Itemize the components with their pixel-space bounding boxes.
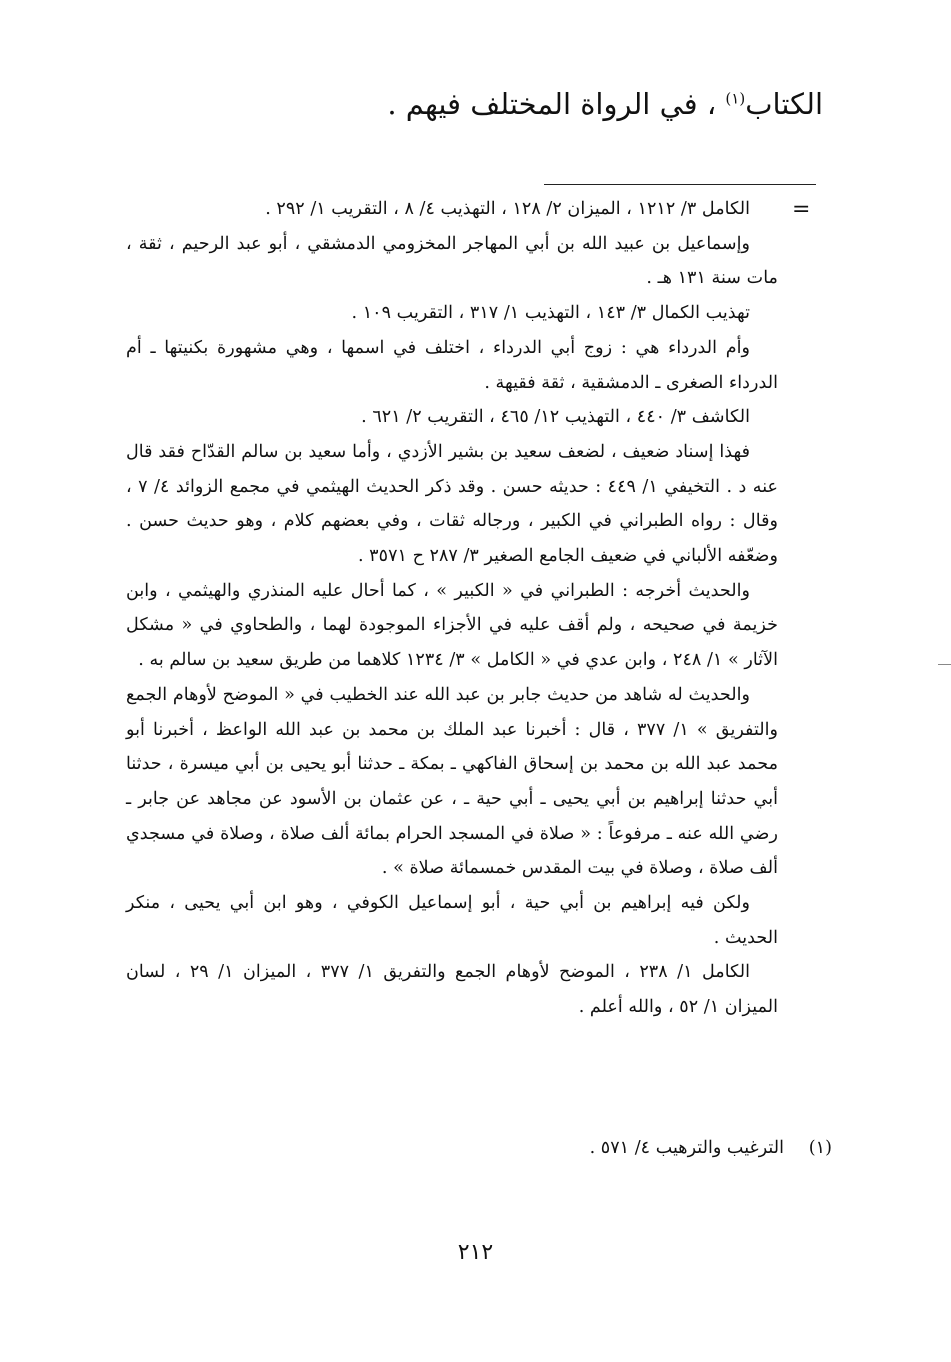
- footnote-1: [520, 1133, 832, 1163]
- page-number: ٢١٢: [457, 1240, 494, 1265]
- note-paragraph-1: الكامل ٣/ ١٢١٢ ، الميزان ٢/ ١٢٨ ، التهذيب ٤/ ٨ ، التقريب ١/ ٢٩٢ .: [265, 199, 750, 219]
- note-paragraph-10: الكامل ١/ ٢٣٨ ، الموضح لأوهام الجمع والتفريق ١/ ٣٧٧ ، الميزان ١/ ٢٩ ، لسان الميزان ١/ ٥٢ ، والله أعلم .: [126, 962, 778, 1018]
- heading-footnote-ref[interactable]: (١): [725, 89, 746, 108]
- note-paragraph-8: والحديث له شاهد من حديث جابر بن عبد الله عند الخطيب في « الموضح لأوهام الجمع والتفريق » ١/ ٣٧٧ ، قال : أخبرنا عبد الملك بن محمد بن عبد الله الواعظ ، أخبرنا أبو محمد عبد الله بن محمد بن إسحاق الفاكهي ـ بمكة ـ حدثنا أبو يحيى بن أبي ميسرة ، حدثنا أبي حدثنا إبراهيم بن أبي يحيى ـ أبي حية ـ ، عن عثمان بن الأسود عن مجاهد عن جابر ـ رضي الله عنه ـ مرفوعاً : « صلاة في المسجد الحرام بمائة ألف صلاة ، وصلاة في مسجدي ألف صلاة ، وصلاة في بيت المقدس خمسمائة صلاة » .: [126, 684, 779, 879]
- note-paragraph-7: والحديث أخرجه : الطبراني في « الكبير » ، كما أحال عليه المنذري والهيثمي ، وابن خزيمة في صحيحه ، ولم أقف عليه في الأجزاء الموجودة لهما ، والطحاوي في « مشكل الآثار » ١/ ٢٤٨ ، وابن عدي في « الكامل » ٣/ ١٢٣٤ كلاهما من طريق سعيد بن سالم به .: [126, 580, 778, 671]
- heading-text-before: الكتاب: [745, 87, 823, 121]
- margin-tick-mark: [938, 664, 951, 665]
- note-paragraph-4: وأم الدرداء هي : زوج أبي الدرداء ، اختلف في اسمها ، وهي مشهورة بكنيتها ـ أم الدرداء الصغرى ـ الدمشقية ، ثقة فقيهة .: [126, 337, 778, 393]
- note-paragraph-6: فهذا إسناد ضعيف ، لضعف سعيد بن بشير الأزدي ، وأما سعيد بن سالم القدّاح فقد قال عنه د . التخيفي ١/ ٤٤٩ : حديثه حسن . وقد ذكر الحديث الهيثمي في مجمع الزوائد ٤/ ٧ ، وقال : رواه الطبراني في الكبير ، ورجاله ثقات ، وفي بعضهم كلام ، وهو حديث حسن . وضعّفه الألباني في ضعيف الجامع الصغير ٣/ ٢٨٧ ح ٣٥٧١ .: [126, 441, 779, 567]
- footnote-separator-rule: [544, 184, 816, 185]
- footnote-number: (١): [808, 1138, 832, 1158]
- heading-line: [223, 82, 823, 126]
- footnote-text: الترغيب والترهيب ٤/ ٥٧١ .: [589, 1138, 784, 1158]
- note-paragraph-5: الكاشف ٣/ ٤٤٠ ، التهذيب ١٢/ ٤٦٥ ، التقريب ٢/ ٦٢١ .: [361, 407, 750, 428]
- heading-text-after: ، في الرواة المختلف فيهم .: [387, 87, 726, 121]
- footnote-continuation-mark: =: [792, 197, 811, 222]
- note-paragraph-2: وإسماعيل بن عبيد الله بن أبي المهاجر المخزومي الدمشقي ، أبو عبد الرحيم ، ثقة ، مات سنة ١٣١ هـ .: [126, 233, 778, 289]
- note-paragraph-3: تهذيب الكمال ٣/ ١٤٣ ، التهذيب ١/ ٣١٧ ، التقريب ١٠٩ .: [351, 303, 750, 324]
- note-paragraph-9: ولكن فيه إبراهيم بن أبي حية ، أبو إسماعيل الكوفي ، وهو ابن أبي يحيى ، منكر الحديث .: [126, 893, 778, 948]
- continued-footnote-notes: [126, 192, 778, 1025]
